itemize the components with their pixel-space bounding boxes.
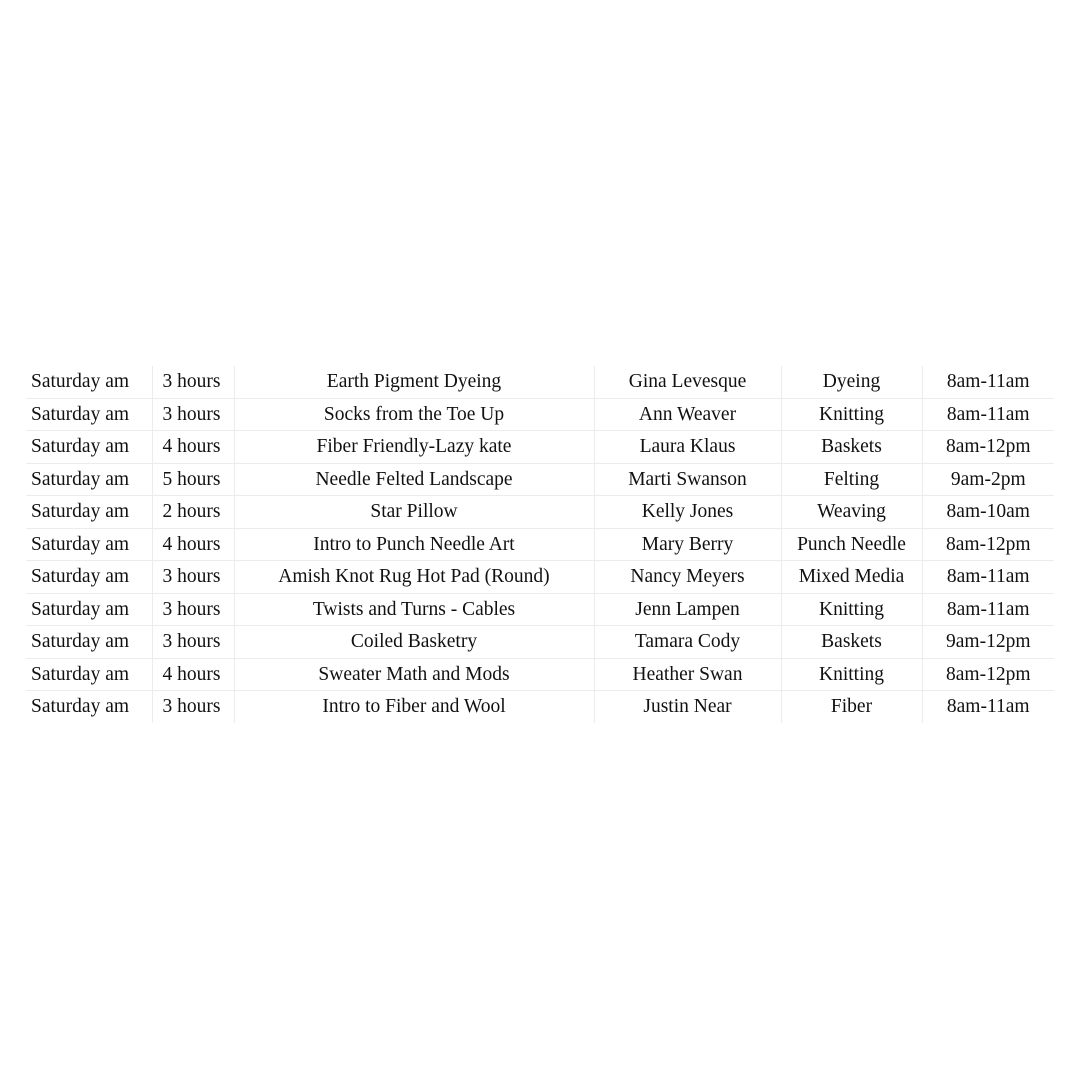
day-cell: Saturday am [26,431,152,464]
day-cell: Saturday am [31,696,130,718]
instructor-cell: Heather Swan [594,658,781,691]
duration-cell: 3 hours [152,691,234,723]
duration-cell: 4 hours [152,528,234,561]
day-cell: Saturday am [26,463,152,496]
table-row [26,691,1054,723]
day-cell: Saturday am [26,593,152,626]
duration-cell: 4 hours [152,431,234,464]
time-cell: 9am-2pm [922,463,1054,496]
day-cell: Saturday am [26,528,152,561]
class-name-cell: Twists and Turns - Cables [234,593,594,626]
time-cell: 8am-11am [922,366,1054,398]
category-cell: Punch Needle [781,528,922,561]
day-cell: Saturday am [26,366,152,398]
duration-cell: 5 hours [152,463,234,496]
time-cell: 8am-12pm [922,658,1054,691]
class-name-cell: Earth Pigment Dyeing [234,366,594,398]
table-row [26,463,1054,496]
duration-cell: 3 hours [152,561,234,594]
instructor-cell: Laura Klaus [594,431,781,464]
table-row [26,366,1054,398]
duration-cell: 3 hours [152,366,234,398]
instructor-cell: Gina Levesque [594,366,781,398]
category-cell: Weaving [781,496,922,529]
class-name-cell: Star Pillow [234,496,594,529]
instructor-cell: Ann Weaver [594,398,781,431]
instructor-cell: Jenn Lampen [594,593,781,626]
instructor-cell: Tamara Cody [594,626,781,659]
time-cell: 8am-11am [922,593,1054,626]
instructor-cell: Kelly Jones [594,496,781,529]
day-cell: Saturday am [26,398,152,431]
category-cell: Knitting [781,398,922,431]
duration-cell: 4 hours [152,658,234,691]
duration-cell: 3 hours [152,593,234,626]
duration-cell: 2 hours [152,496,234,529]
day-cell: Saturday am [26,561,152,594]
table-row [26,528,1054,561]
duration-cell: 3 hours [152,398,234,431]
time-cell: 8am-11am [922,691,1054,723]
class-name-cell: Sweater Math and Mods [234,658,594,691]
category-cell: Baskets [781,431,922,464]
table-row [26,561,1054,594]
class-name-cell: Needle Felted Landscape [234,463,594,496]
table-row [26,593,1054,626]
day-cell: Saturday am [26,496,152,529]
class-name-cell: Fiber Friendly-Lazy kate [234,431,594,464]
instructor-cell: Justin Near [594,691,781,723]
class-name-cell: Coiled Basketry [234,626,594,659]
class-name-cell: Intro to Punch Needle Art [234,528,594,561]
day-cell: Saturday am [26,658,152,691]
table-row [26,626,1054,659]
category-cell: Dyeing [781,366,922,398]
table-row [26,496,1054,529]
category-cell: Knitting [781,593,922,626]
instructor-cell: Marti Swanson [594,463,781,496]
time-cell: 8am-12pm [922,431,1054,464]
class-name-cell: Intro to Fiber and Wool [234,691,594,723]
category-cell: Knitting [781,658,922,691]
class-name-cell: Amish Knot Rug Hot Pad (Round) [234,561,594,594]
time-cell: 8am-11am [922,561,1054,594]
day-cell: Saturday am [26,626,152,659]
category-cell: Mixed Media [781,561,922,594]
duration-cell: 3 hours [152,626,234,659]
time-cell: 8am-12pm [922,528,1054,561]
time-cell: 8am-11am [922,398,1054,431]
table-row [26,398,1054,431]
class-schedule-table [26,366,1054,723]
time-cell: 9am-12pm [922,626,1054,659]
instructor-cell: Mary Berry [594,528,781,561]
class-name-cell: Socks from the Toe Up [234,398,594,431]
table-row [26,658,1054,691]
time-cell: 8am-10am [922,496,1054,529]
category-cell: Fiber [781,691,922,723]
schedule-body [26,366,1054,723]
instructor-cell: Nancy Meyers [594,561,781,594]
table-row [26,431,1054,464]
category-cell: Baskets [781,626,922,659]
category-cell: Felting [781,463,922,496]
